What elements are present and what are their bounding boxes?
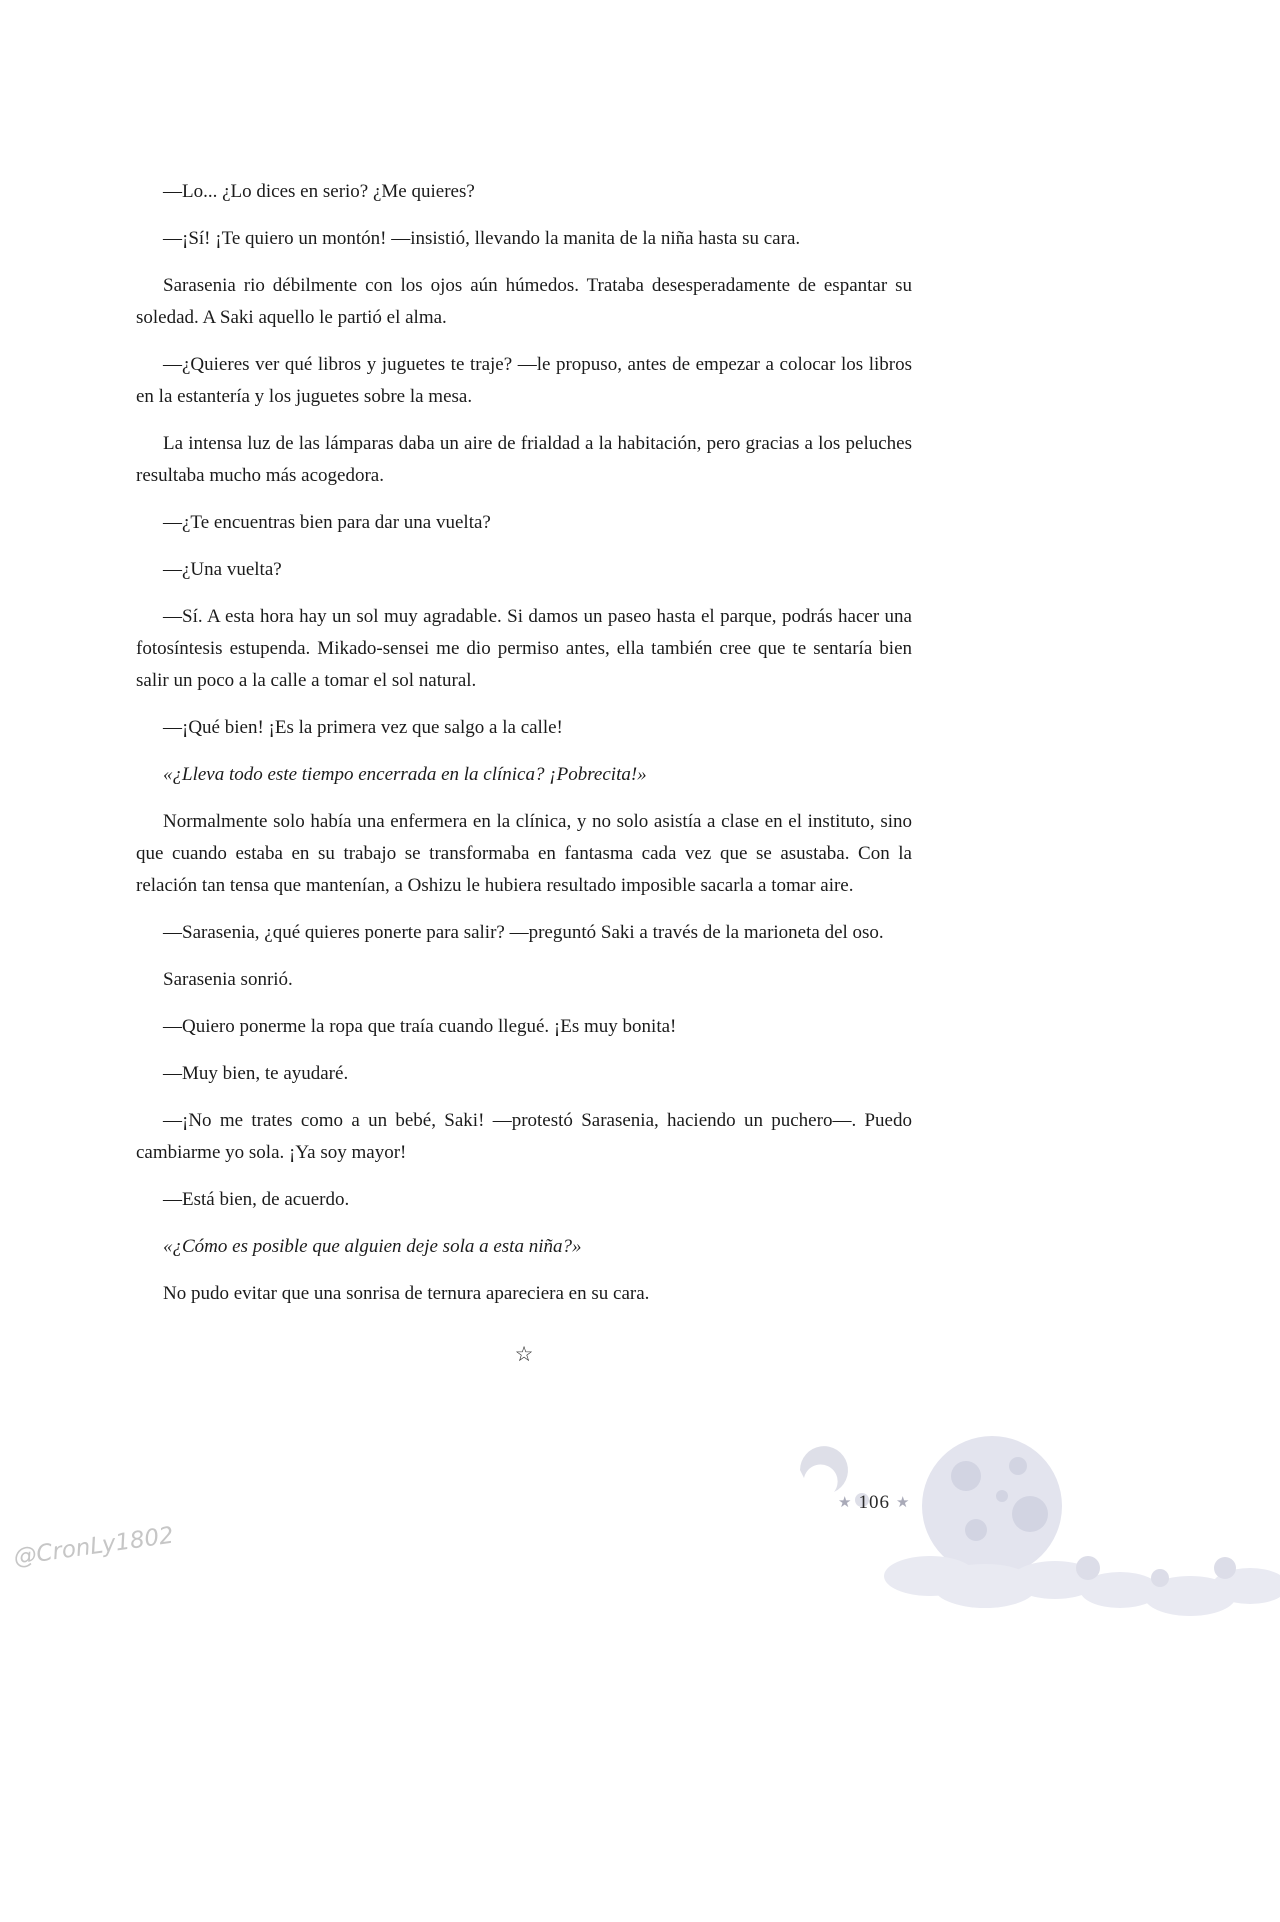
page-text-column	[136, 176, 912, 1385]
paragraph: No pudo evitar que una sonrisa de ternura apareciera en su cara.	[163, 1283, 650, 1304]
paragraph: Normalmente solo había una enfermera en la clínica, y no solo asistía a clase en el instituto, sino que cuando estaba en su trabajo se transformaba en fantasma cada vez que se asustaba. Con la relación tan tensa que mantenían, a Oshizu le hubiera resultado imposible sacarla a tomar aire.	[136, 811, 912, 896]
paragraph: —Sí. A esta hora hay un sol muy agradable. Si damos un paseo hasta el parque, podrás hacer una fotosíntesis estupenda. Mikado-sensei me dio permiso antes, ella también cree que te sentaría bien salir un poco a la calle a tomar el sol natural.	[136, 606, 912, 691]
paragraph: —¿Una vuelta?	[163, 559, 282, 580]
paragraph: —Quiero ponerme la ropa que traía cuando llegué. ¡Es muy bonita!	[163, 1016, 677, 1037]
star-icon: ★	[895, 1495, 911, 1511]
paragraph: —Está bien, de acuerdo.	[163, 1189, 350, 1210]
star-icon: ★	[838, 1495, 853, 1511]
paragraph: —Lo... ¿Lo dices en serio? ¿Me quieres?	[163, 181, 475, 202]
section-divider: ☆	[514, 1342, 534, 1366]
inner-monologue: «¿Lleva todo este tiempo encerrada en la clínica? ¡Pobrecita!»	[163, 764, 647, 785]
paragraph: —¡Qué bien! ¡Es la primera vez que salgo a la calle!	[163, 717, 563, 738]
page-number-value: 106	[858, 1492, 890, 1513]
moon-with-clouds-icon	[770, 1418, 1280, 1622]
paragraph: —Muy bien, te ayudaré.	[163, 1063, 349, 1084]
paragraph: La intensa luz de las lámparas daba un aire de frialdad a la habitación, pero gracias a los peluches resultaba mucho más acogedora.	[136, 433, 912, 486]
paragraph: —¡Sí! ¡Te quiero un montón! —insistió, llevando la manita de la niña hasta su cara.	[163, 228, 801, 249]
paragraph: —¡No me trates como a un bebé, Saki! —protestó Sarasenia, haciendo un puchero—. Puedo cambiarme yo sola. ¡Ya soy mayor!	[136, 1110, 912, 1163]
paragraph: —¿Te encuentras bien para dar una vuelta?	[163, 512, 491, 533]
inner-monologue: «¿Cómo es posible que alguien deje sola a esta niña?»	[163, 1236, 582, 1257]
paragraph: —Sarasenia, ¿qué quieres ponerte para salir? —preguntó Saki a través de la marioneta del oso.	[163, 922, 884, 943]
paragraph: Sarasenia sonrió.	[163, 969, 293, 990]
paragraph: —¿Quieres ver qué libros y juguetes te traje? —le propuso, antes de empezar a colocar los libros en la estantería y los juguetes sobre la mesa.	[136, 354, 912, 407]
paragraph: Sarasenia rio débilmente con los ojos aún húmedos. Trataba desesperadamente de espantar su soledad. A Saki aquello le partió el alma.	[136, 275, 912, 328]
watermark: @CronLy1802	[12, 1522, 176, 1571]
page-number	[838, 1492, 910, 1514]
